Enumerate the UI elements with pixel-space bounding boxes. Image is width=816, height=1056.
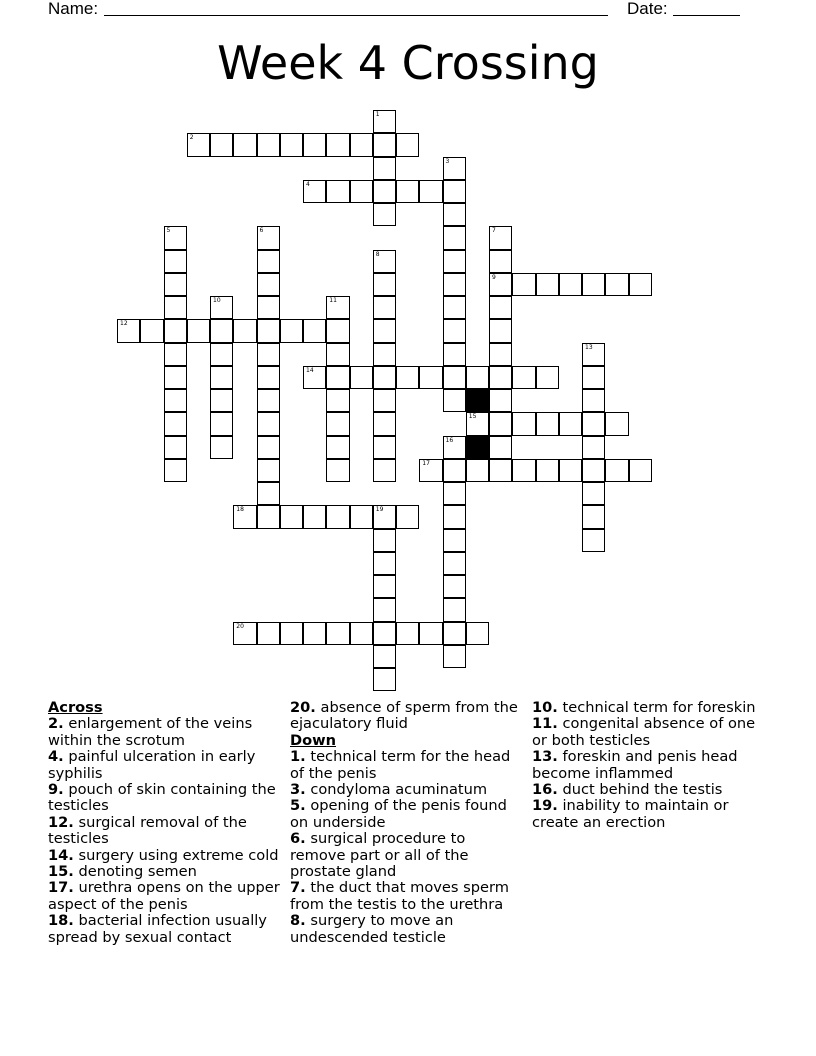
grid-cell[interactable] [303, 180, 326, 203]
grid-cell[interactable] [303, 133, 326, 156]
grid-cell[interactable] [582, 505, 605, 528]
clue-text: surgical procedure to remove part or all of the prostate gland [290, 830, 469, 881]
grid-cell[interactable] [536, 273, 559, 296]
grid-cell[interactable] [489, 436, 512, 459]
grid-cell[interactable] [582, 482, 605, 505]
grid-cell[interactable] [233, 505, 256, 528]
grid-cell[interactable] [257, 226, 280, 249]
cell-number: 5 [166, 227, 171, 235]
grid-cell[interactable] [419, 459, 442, 482]
across-heading: Across [48, 699, 103, 716]
cell-number: 7 [492, 227, 496, 235]
black-cell [466, 389, 489, 412]
across-clue [48, 913, 280, 946]
grid-cell[interactable] [326, 412, 349, 435]
cell-number: 2 [189, 134, 194, 142]
grid-cell[interactable] [373, 436, 396, 459]
grid-cell[interactable] [373, 459, 396, 482]
grid-cell[interactable] [489, 319, 512, 342]
down-clue [532, 716, 764, 749]
cell-number: 17 [422, 459, 430, 467]
grid-cell[interactable] [164, 459, 187, 482]
grid-cell[interactable] [489, 226, 512, 249]
grid-cell[interactable] [629, 273, 652, 296]
grid-cell[interactable] [326, 389, 349, 412]
grid-cell[interactable] [373, 575, 396, 598]
clue-number: 19. [532, 797, 558, 815]
grid-cell[interactable] [210, 133, 233, 156]
grid-cell[interactable] [373, 505, 396, 528]
clue-text: technical term for foreskin [557, 699, 756, 716]
grid-cell[interactable] [489, 412, 512, 435]
grid-cell[interactable] [419, 180, 442, 203]
grid-cell[interactable] [257, 389, 280, 412]
grid-cell[interactable] [605, 412, 628, 435]
grid-cell[interactable] [164, 296, 187, 319]
grid-cell[interactable] [350, 505, 373, 528]
clue-number: 10. [532, 699, 558, 716]
grid-cell[interactable] [489, 273, 512, 296]
cell-number: 4 [306, 180, 310, 188]
grid-cell[interactable] [350, 133, 373, 156]
grid-cell[interactable] [373, 203, 396, 226]
across-clue [48, 749, 280, 782]
grid-cell[interactable] [164, 412, 187, 435]
clue-column-3 [532, 700, 764, 831]
grid-cell[interactable] [280, 319, 303, 342]
grid-cell[interactable] [164, 250, 187, 273]
grid-cell[interactable] [326, 180, 349, 203]
grid-cell[interactable] [605, 459, 628, 482]
grid-cell[interactable] [373, 250, 396, 273]
grid-cell[interactable] [443, 598, 466, 621]
cell-number: 1 [375, 111, 380, 118]
down-clue [290, 880, 522, 913]
grid-cell[interactable] [489, 459, 512, 482]
grid-cell[interactable] [443, 366, 466, 389]
grid-cell[interactable] [396, 180, 419, 203]
grid-cell[interactable] [582, 459, 605, 482]
grid-cell[interactable] [187, 133, 210, 156]
grid-cell[interactable] [257, 436, 280, 459]
grid-cell[interactable] [326, 343, 349, 366]
clue-number: 5. [290, 797, 306, 815]
grid-cell[interactable] [373, 133, 396, 156]
grid-cell[interactable] [326, 436, 349, 459]
grid-cell[interactable] [280, 505, 303, 528]
grid-cell[interactable] [559, 459, 582, 482]
date-label: Date: [627, 0, 668, 18]
cell-number: 10 [213, 297, 221, 304]
grid-cell[interactable] [443, 226, 466, 249]
across-clue [290, 700, 522, 733]
cell-number: 6 [259, 227, 264, 235]
clue-text: absence of sperm from the ejaculatory fluid [290, 699, 518, 733]
grid-cell[interactable] [582, 529, 605, 552]
grid-cell[interactable] [512, 366, 535, 389]
down-clue [532, 782, 764, 798]
across-clue [48, 848, 280, 864]
grid-cell[interactable] [280, 622, 303, 645]
grid-cell[interactable] [164, 343, 187, 366]
down-clue [532, 749, 764, 782]
grid-cell[interactable] [443, 157, 466, 180]
grid-cell[interactable] [559, 412, 582, 435]
clue-number: 12. [48, 813, 74, 831]
clue-number: 2. [48, 715, 64, 733]
grid-cell[interactable] [257, 296, 280, 319]
down-clue [290, 798, 522, 831]
clue-column-2 [290, 700, 522, 946]
clue-text: surgery to move an undescended testicle [290, 912, 454, 946]
grid-cell[interactable] [326, 622, 349, 645]
cell-number: 20 [236, 622, 244, 630]
grid-cell[interactable] [164, 319, 187, 342]
clue-number: 8. [290, 912, 306, 930]
clue-number: 6. [290, 830, 306, 848]
grid-cell[interactable] [512, 459, 535, 482]
clue-number: 9. [48, 781, 64, 799]
grid-cell[interactable] [582, 366, 605, 389]
clue-number: 15. [48, 863, 74, 881]
grid-cell[interactable] [443, 622, 466, 645]
across-clue [48, 880, 280, 913]
clue-number: 14. [48, 846, 74, 864]
grid-cell[interactable] [373, 645, 396, 668]
cell-number: 19 [375, 506, 384, 514]
grid-cell[interactable] [210, 436, 233, 459]
grid-cell[interactable] [210, 296, 233, 319]
grid-cell[interactable] [257, 273, 280, 296]
clue-text: bacterial infection usually spread by sexual contact [48, 912, 267, 946]
grid-cell[interactable] [257, 622, 280, 645]
grid-cell[interactable] [326, 319, 349, 342]
grid-cell[interactable] [257, 482, 280, 505]
clue-text: congenital absence of one or both testicles [532, 715, 756, 749]
grid-cell[interactable] [443, 505, 466, 528]
grid-cell[interactable] [373, 180, 396, 203]
name-label: Name: [48, 0, 99, 18]
grid-cell[interactable] [489, 250, 512, 273]
grid-cell[interactable] [396, 366, 419, 389]
grid-cell[interactable] [373, 412, 396, 435]
grid-cell[interactable] [443, 436, 466, 459]
grid-cell[interactable] [605, 273, 628, 296]
clue-text: inability to maintain or create an erection [532, 797, 729, 831]
across-clue [48, 716, 280, 749]
grid-cell[interactable] [582, 412, 605, 435]
grid-cell[interactable] [164, 226, 187, 249]
grid-cell[interactable] [373, 343, 396, 366]
grid-cell[interactable] [443, 552, 466, 575]
grid-cell[interactable] [164, 366, 187, 389]
cell-number: 8 [375, 250, 380, 258]
across-clue [48, 782, 280, 815]
grid-cell[interactable] [373, 552, 396, 575]
cell-number: 18 [236, 506, 244, 514]
down-clue [532, 798, 764, 831]
grid-cell[interactable] [443, 645, 466, 668]
clue-number: 1. [290, 748, 306, 766]
grid-cell[interactable] [373, 110, 396, 133]
grid-cell[interactable] [210, 343, 233, 366]
clue-number: 16. [532, 781, 558, 799]
across-clue [48, 864, 280, 880]
grid-cell[interactable] [443, 203, 466, 226]
clue-text: duct behind the testis [557, 781, 723, 799]
grid-cell[interactable] [443, 180, 466, 203]
cell-number: 16 [445, 436, 454, 444]
grid-cell[interactable] [419, 622, 442, 645]
grid-cell[interactable] [326, 366, 349, 389]
cell-number: 11 [329, 297, 337, 304]
grid-cell[interactable] [210, 389, 233, 412]
grid-cell[interactable] [326, 459, 349, 482]
grid-cell[interactable] [140, 319, 163, 342]
grid-cell[interactable] [443, 529, 466, 552]
grid-cell[interactable] [257, 343, 280, 366]
grid-cell[interactable] [443, 296, 466, 319]
grid-cell[interactable] [396, 133, 419, 156]
grid-cell[interactable] [396, 505, 419, 528]
grid-cell[interactable] [443, 319, 466, 342]
clue-number: 20. [290, 699, 316, 716]
cell-number: 12 [120, 320, 128, 328]
clue-number: 4. [48, 748, 64, 766]
clue-number: 13. [532, 748, 558, 766]
clue-text: condyloma acuminatum [305, 781, 488, 799]
grid-cell[interactable] [257, 319, 280, 342]
grid-cell[interactable] [257, 505, 280, 528]
cell-number: 9 [492, 273, 496, 281]
grid-cell[interactable] [489, 296, 512, 319]
grid-cell[interactable] [257, 459, 280, 482]
grid-cell[interactable] [443, 250, 466, 273]
grid-cell[interactable] [396, 622, 419, 645]
grid-cell[interactable] [210, 412, 233, 435]
grid-cell[interactable] [443, 459, 466, 482]
grid-cell[interactable] [582, 436, 605, 459]
grid-cell[interactable] [373, 622, 396, 645]
grid-cell[interactable] [373, 668, 396, 691]
down-clue [290, 831, 522, 880]
grid-cell[interactable] [326, 296, 349, 319]
clue-text: denoting semen [73, 863, 197, 881]
clue-number: 11. [532, 715, 558, 733]
grid-cell[interactable] [536, 459, 559, 482]
puzzle-title: Week 4 Crossing [217, 36, 599, 90]
grid-cell[interactable] [257, 133, 280, 156]
cell-number: 15 [468, 413, 477, 421]
clue-text: enlargement of the veins within the scrotum [48, 715, 253, 749]
grid-cell[interactable] [443, 273, 466, 296]
grid-cell[interactable] [373, 296, 396, 319]
grid-cell[interactable] [164, 389, 187, 412]
grid-cell[interactable] [326, 133, 349, 156]
grid-cell[interactable] [512, 412, 535, 435]
clue-text: opening of the penis found on underside [290, 797, 507, 831]
clue-number: 7. [290, 879, 306, 897]
down-clue [532, 700, 764, 716]
grid-cell[interactable] [582, 389, 605, 412]
grid-cell[interactable] [582, 273, 605, 296]
grid-cell[interactable] [466, 366, 489, 389]
grid-cell[interactable] [489, 389, 512, 412]
grid-cell[interactable] [466, 412, 489, 435]
clue-number: 3. [290, 781, 306, 799]
grid-cell[interactable] [210, 366, 233, 389]
cell-number: 13 [585, 343, 593, 351]
grid-cell[interactable] [559, 273, 582, 296]
grid-cell[interactable] [210, 319, 233, 342]
clue-text: surgery using extreme cold [73, 846, 279, 864]
grid-cell[interactable] [187, 319, 210, 342]
clue-text: the duct that moves sperm from the testis to the urethra [290, 879, 509, 913]
down-heading: Down [290, 731, 337, 749]
grid-cell[interactable] [443, 482, 466, 505]
down-clue [290, 782, 522, 798]
grid-cell[interactable] [117, 319, 140, 342]
clue-number: 17. [48, 879, 74, 897]
grid-cell[interactable] [233, 319, 256, 342]
grid-cell[interactable] [373, 598, 396, 621]
down-clue [290, 913, 522, 946]
grid-cell[interactable] [350, 366, 373, 389]
grid-cell[interactable] [582, 343, 605, 366]
cell-number: 3 [445, 157, 450, 165]
grid-cell[interactable] [373, 529, 396, 552]
grid-cell[interactable] [489, 366, 512, 389]
grid-cell[interactable] [373, 319, 396, 342]
clue-number: 18. [48, 912, 74, 930]
grid-cell[interactable] [350, 180, 373, 203]
grid-cell[interactable] [233, 133, 256, 156]
grid-cell[interactable] [326, 505, 349, 528]
grid-cell[interactable] [164, 273, 187, 296]
black-cell [466, 436, 489, 459]
grid-cell[interactable] [466, 622, 489, 645]
grid-cell[interactable] [350, 622, 373, 645]
grid-cell[interactable] [257, 366, 280, 389]
grid-cell[interactable] [373, 273, 396, 296]
grid-cell[interactable] [303, 366, 326, 389]
grid-cell[interactable] [629, 459, 652, 482]
clue-text: technical term for the head of the penis [290, 748, 511, 782]
across-clue [48, 815, 280, 848]
clue-text: urethra opens on the upper aspect of the penis [48, 879, 280, 913]
grid-cell[interactable] [443, 343, 466, 366]
grid-cell[interactable] [489, 343, 512, 366]
grid-cell[interactable] [303, 622, 326, 645]
grid-cell[interactable] [257, 250, 280, 273]
grid-cell[interactable] [443, 389, 466, 412]
grid-cell[interactable] [257, 412, 280, 435]
grid-cell[interactable] [466, 459, 489, 482]
grid-cell[interactable] [419, 366, 442, 389]
grid-cell[interactable] [303, 319, 326, 342]
grid-cell[interactable] [164, 436, 187, 459]
grid-cell[interactable] [233, 622, 256, 645]
clue-column-1 [48, 700, 280, 946]
grid-cell[interactable] [280, 133, 303, 156]
grid-cell[interactable] [303, 505, 326, 528]
down-clue [290, 749, 522, 782]
clue-text: surgical removal of the testicles [48, 813, 247, 848]
grid-cell[interactable] [373, 366, 396, 389]
grid-cell[interactable] [443, 575, 466, 598]
grid-cell[interactable] [512, 273, 535, 296]
grid-cell[interactable] [536, 366, 559, 389]
grid-cell[interactable] [536, 412, 559, 435]
clue-text: pouch of skin containing the testicles [48, 781, 276, 815]
grid-cell[interactable] [373, 389, 396, 412]
clue-text: painful ulceration in early syphilis [48, 748, 256, 782]
clue-text: foreskin and penis head become inflammed [532, 748, 738, 782]
cell-number: 14 [306, 366, 314, 374]
grid-cell[interactable] [373, 157, 396, 180]
